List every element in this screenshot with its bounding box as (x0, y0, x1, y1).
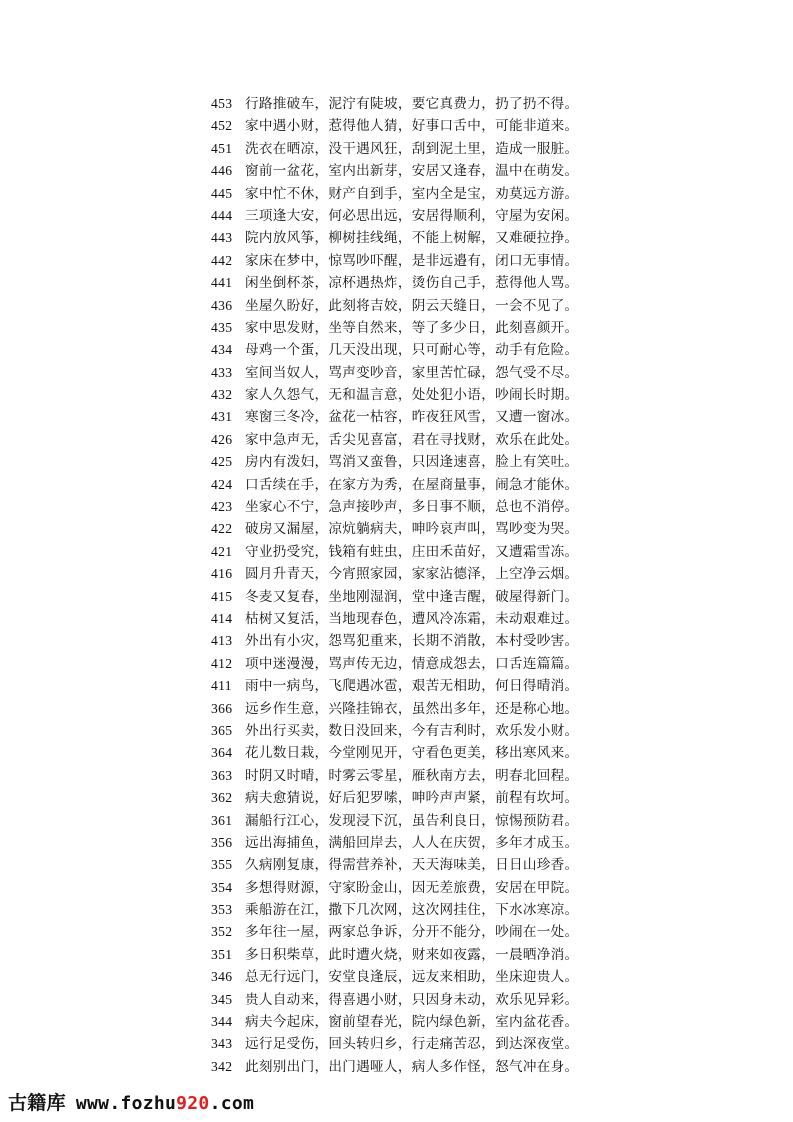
verse-line (0, 989, 793, 1011)
site-url-suffix: .com (209, 1093, 255, 1114)
verse-text: 家中忙不休，财产自到手，室内全是宝，劝莫远方游。 (245, 185, 579, 202)
verse-text: 守业扔受究，钱箱有蛀虫，庄田禾苗好，又遭霜雪冻。 (245, 543, 579, 560)
verse-line (0, 630, 793, 652)
verse-line (0, 406, 793, 428)
verse-number: 435 (211, 319, 233, 335)
verse-number: 351 (211, 946, 233, 962)
verse-line (0, 362, 793, 384)
verse-text: 窗前一盆花，室内出新芽，安居又逢春，温中在萌发。 (245, 163, 579, 180)
verse-line (0, 675, 793, 697)
verse-text: 枯树又复活，当地现春色，遭风冷冻霜，未动艰难过。 (245, 610, 579, 627)
verse-text: 远行足受伤，回头转归乡，行走痛苦忍，到达深夜堂。 (245, 1036, 579, 1053)
verse-line (0, 1056, 793, 1078)
verse-number: 366 (211, 700, 233, 716)
verse-number: 433 (211, 364, 233, 380)
verse-line (0, 250, 793, 272)
verse-text: 破房又漏屋，凉炕躺病夫，呻吟哀声叫，骂吵变为哭。 (245, 521, 579, 538)
verse-line (0, 810, 793, 832)
verse-line (0, 518, 793, 540)
verse-line (0, 384, 793, 406)
verse-text: 项中迷漫漫，骂声传无边，情意成怨去，口舌连篇篇。 (245, 655, 579, 672)
verse-line (0, 205, 793, 227)
verse-line (0, 653, 793, 675)
verse-text: 家床在梦中，惊骂吵吓醒，是非远邉有，闭口无事情。 (245, 252, 579, 269)
verse-text: 多日积柴草，此时遭火烧，财来如夜露，一晨晒净消。 (245, 946, 579, 963)
verse-line (0, 966, 793, 988)
verse-number: 415 (211, 588, 233, 604)
verse-line (0, 272, 793, 294)
verse-line (0, 138, 793, 160)
site-url-number: 920 (176, 1093, 210, 1114)
verse-line (0, 698, 793, 720)
verse-line (0, 608, 793, 630)
verse-text: 室间当奴人，骂声变吵音，家里苦忙碌，怨气受不尽。 (245, 364, 579, 381)
verse-text: 多年往一屋，两家总争诉，分开不能分，吵闹在一处。 (245, 924, 579, 941)
verse-number: 436 (211, 297, 233, 313)
verse-line (0, 832, 793, 854)
verse-line (0, 496, 793, 518)
site-url-prefix: www.fozhu (75, 1093, 177, 1114)
verse-number: 344 (211, 1014, 233, 1030)
verse-text: 漏船行江心，发现浸下沉，虽告利良日，惊惕预防君。 (245, 812, 579, 829)
verse-line (0, 227, 793, 249)
verse-line (0, 586, 793, 608)
verse-line (0, 720, 793, 742)
verse-line (0, 877, 793, 899)
verse-line (0, 944, 793, 966)
verse-number: 354 (211, 879, 233, 895)
verse-line (0, 451, 793, 473)
verse-number: 353 (211, 902, 233, 918)
verse-text: 行路推破车，泥泞有陡坡，要它真费力，扔了扔不得。 (245, 96, 579, 112)
verse-number: 421 (211, 543, 233, 559)
verse-text: 院内放风筝，柳树挂线绳，不能上树解，又难硬拉挣。 (245, 230, 579, 247)
verse-number: 442 (211, 252, 233, 268)
verse-number: 361 (211, 812, 233, 828)
verse-text: 雨中一病鸟，飞爬遇冰雹，艰苦无相助，何日得晴消。 (245, 678, 579, 695)
verse-line (0, 183, 793, 205)
verse-text: 外出有小灾，怨骂犯重来，长期不消散，本村受吵害。 (245, 633, 579, 650)
verse-text: 口舌续在手，在家方为秀，在屋商量事，闹急才能休。 (245, 476, 579, 493)
verse-text: 圆月升青天，今宵照家园，家家沾德泽，上空净云烟。 (245, 566, 579, 583)
verse-number: 411 (211, 678, 232, 694)
verse-text: 远乡作生意，兴隆挂锦衣，虽然出多年，还是称心地。 (245, 700, 579, 717)
verse-text: 家中急声无，舌尖见喜富，君在寻找财，欢乐在此处。 (245, 431, 579, 448)
verse-line (0, 765, 793, 787)
verse-text: 三项逢大安，何必思出远，安居得顺利，守屋为安闲。 (245, 207, 579, 224)
verse-text: 母鸡一个蛋，几天没出现，只可耐心等，动手有危险。 (245, 342, 579, 359)
verse-text: 寒窗三冬冷，盆花一枯容，昨夜狂风雪，又遭一窗冰。 (245, 409, 579, 426)
verse-number: 352 (211, 924, 233, 940)
verse-line (0, 742, 793, 764)
verse-number: 345 (211, 991, 233, 1007)
verse-number: 423 (211, 499, 233, 515)
verse-text: 远出海捕鱼，满船回岸去，人人在庆贺，多年才成玉。 (245, 834, 579, 851)
verse-text: 坐屋久盼好，此刻将吉姣，阴云天缝日，一会不见了。 (245, 297, 579, 314)
verse-text: 家中遇小财，惹得他人猜，好事口舌中，可能非道来。 (245, 118, 579, 135)
verse-text: 洗衣在晒凉，没干遇风狂，刮到泥土里，造成一服脏。 (245, 140, 579, 157)
verse-number: 364 (211, 745, 233, 761)
verse-number: 414 (211, 610, 233, 626)
verse-text: 此刻别出门，出门遇哑人，病人多作怪，怒气冲在身。 (245, 1058, 579, 1075)
verse-line (0, 563, 793, 585)
verse-text: 家中思发财，坐等自然来，等了多少日，此刻喜颜开。 (245, 319, 579, 336)
verse-number: 356 (211, 834, 233, 850)
verse-line (0, 317, 793, 339)
verse-number: 431 (211, 409, 233, 425)
verse-text: 贵人自动来，得喜遇小财，只因身未动，欢乐见异彩。 (245, 991, 579, 1008)
verse-number: 342 (211, 1058, 233, 1074)
verse-number: 412 (211, 655, 233, 671)
verse-line (0, 541, 793, 563)
verse-number: 453 (211, 96, 233, 111)
verse-number: 343 (211, 1036, 233, 1052)
verse-number: 365 (211, 722, 233, 738)
verse-number: 422 (211, 521, 233, 537)
site-name: 古籍库 (8, 1092, 66, 1114)
verse-line (0, 854, 793, 876)
verse-text: 时阴又时晴，时雾云零星，雁秋南方去，明春北回程。 (245, 767, 579, 784)
verse-number: 355 (211, 857, 233, 873)
footer-watermark (8, 1088, 254, 1115)
verse-text: 冬麦又复春，坐地刚湿润，堂中逢吉醒，破屋得新门。 (245, 588, 579, 605)
verse-line (0, 899, 793, 921)
verse-number: 413 (211, 633, 233, 649)
verse-text: 病夫愈猜说，好后犯罗嗦，呻吟声声紧，前程有坎坷。 (245, 790, 579, 807)
verse-number: 441 (211, 275, 233, 291)
verse-text: 外出行买卖，数日没回来，今有吉利时，欢乐发小财。 (245, 722, 579, 739)
verse-text: 病夫今起床，窗前望春光，院内绿色新，室内盆花香。 (245, 1014, 579, 1031)
verse-number: 363 (211, 767, 233, 783)
verse-text: 多想得财源，守家盼金山，因无差旅费，安居在甲院。 (245, 879, 579, 896)
verse-text: 闲坐倒杯茶，凉杯遇热炸，烫伤自己手，惹得他人骂。 (245, 275, 579, 292)
verse-number: 446 (211, 163, 233, 179)
verse-text: 坐家心不宁，急声接吵声，多日事不顺，总也不消停。 (245, 499, 579, 516)
verse-text: 久病刚复康，得需营养补，天天海味美，日日山珍香。 (245, 857, 579, 874)
verse-line (0, 921, 793, 943)
verse-text: 总无行远门，安堂良逢辰，远友来相助，坐床迎贵人。 (245, 969, 579, 986)
verse-number: 416 (211, 566, 233, 582)
verse-line (0, 295, 793, 317)
verse-number: 362 (211, 790, 233, 806)
verse-text: 家人久怨气，无和温言意，处处犯小语，吵闹长时期。 (245, 387, 579, 404)
verse-line (0, 339, 793, 361)
verse-number: 425 (211, 454, 233, 470)
verse-number: 444 (211, 207, 233, 223)
verse-line (0, 93, 793, 115)
verse-text: 房内有泼妇，骂消又蛮鲁，只因逢速喜，脸上有笑吐。 (245, 454, 579, 471)
verse-text: 乘船游在江，撒下几次网，这次网挂住，下水冰寒凉。 (245, 902, 579, 919)
verse-number: 443 (211, 230, 233, 246)
verse-number: 452 (211, 118, 233, 134)
verse-line (0, 474, 793, 496)
verse-text: 花儿数日栽，今堂刚见开，守看色更美，移出寒风来。 (245, 745, 579, 762)
verse-list (0, 93, 793, 1078)
verse-number: 432 (211, 387, 233, 403)
verse-number: 346 (211, 969, 233, 985)
verse-line (0, 1033, 793, 1055)
verse-line (0, 787, 793, 809)
verse-number: 445 (211, 185, 233, 201)
verse-number: 426 (211, 431, 233, 447)
verse-line (0, 160, 793, 182)
verse-number: 451 (211, 140, 233, 156)
verse-line (0, 115, 793, 137)
verse-number: 424 (211, 476, 233, 492)
verse-line (0, 429, 793, 451)
verse-line (0, 1011, 793, 1033)
verse-number: 434 (211, 342, 233, 358)
